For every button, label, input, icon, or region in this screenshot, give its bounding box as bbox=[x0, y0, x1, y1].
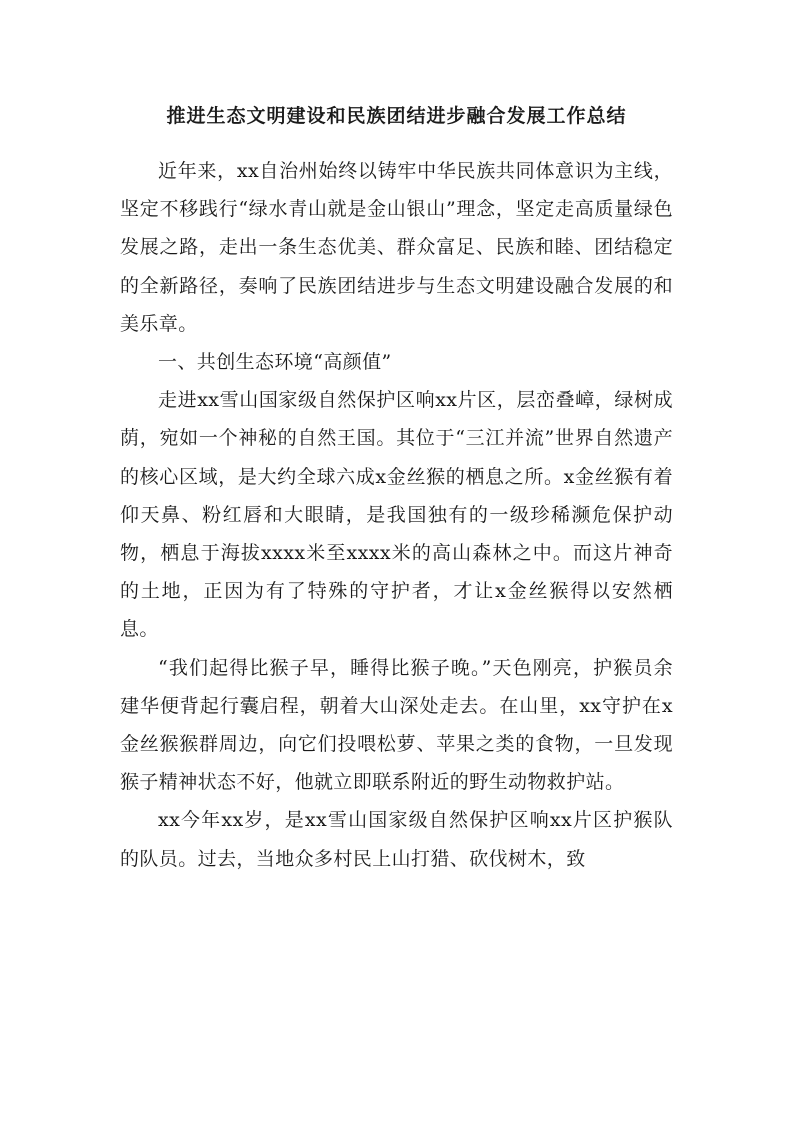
paragraph-intro: 近年来，xx自治州始终以铸牢中华民族共同体意识为主线，坚定不移践行“绿水青山就是金山银山”理念，坚定走高质量绿色发展之路，走出一条生态优美、群众富足、民族和睦、团结稳定的全新路径，奏响了民族团结进步与生态文明建设融合发展的和美乐章。 bbox=[120, 160, 673, 335]
section-heading-1: 一、共创生态环境“高颜值” bbox=[158, 351, 392, 374]
document-body bbox=[120, 152, 673, 878]
paragraph-ranger-quote: “我们起得比猴子早，睡得比猴子晚。”天色刚亮，护猴员余建华便背起行囊启程，朝着大山深处走去。在山里，xx守护在x金丝猴猴群周边，向它们投喂松萝、苹果之类的食物，一旦发现猴子精神状态不好，他就立即联系附近的野生动物救护站。 bbox=[120, 656, 673, 794]
paragraph-ranger-profile: xx今年xx岁，是xx雪山国家级自然保护区响xx片区护猴队的队员。过去，当地众多村民上山打猎、砍伐树木，致 bbox=[120, 809, 673, 870]
document-title: 推进生态文明建设和民族团结进步融合发展工作总结 bbox=[166, 105, 627, 127]
paragraph-reserve: 走进xx雪山国家级自然保护区响xx片区，层峦叠嶂，绿树成荫，宛如一个神秘的自然王国。其位于“三江并流”世界自然遗产的核心区域，是大约全球六成x金丝猴的栖息之所。x金丝猴有着仰天鼻、粉红唇和大眼睛，是我国独有的一级珍稀濒危保护动物，栖息于海拔xxxx米至xxxx米的高山森林之中。而这片神奇的土地，正因为有了特殊的守护者，才让x金丝猴得以安然栖息。 bbox=[120, 389, 673, 641]
